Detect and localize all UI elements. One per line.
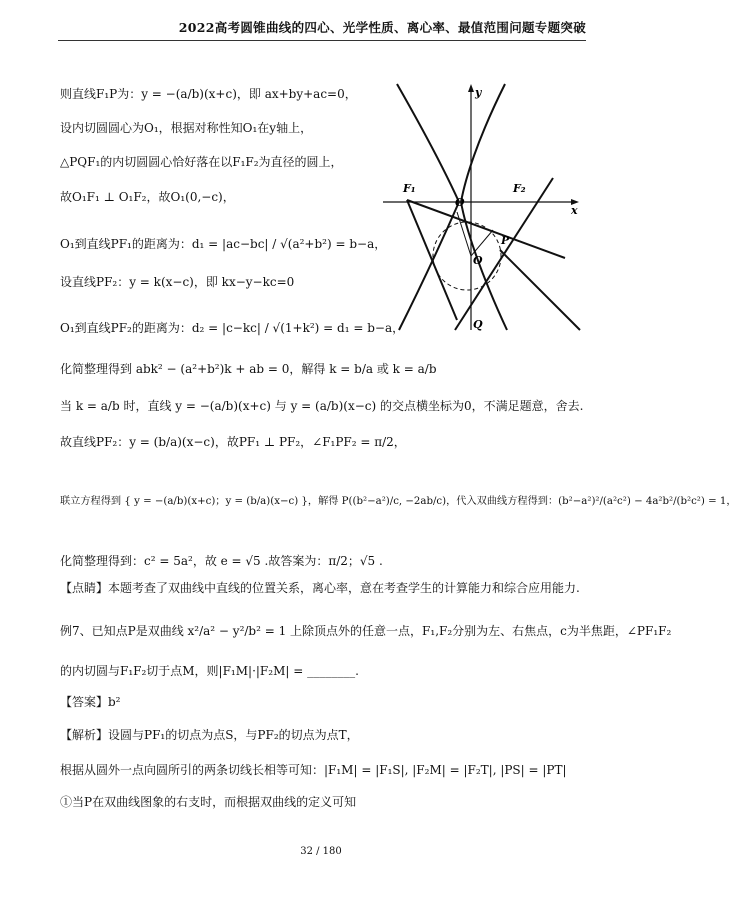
line-f1-p — [407, 200, 565, 258]
text-line: 联立方程得到 { y = −(a/b)(x+c)；y = (b/a)(x−c) }，解得 P((b²−a²)/c, −2ab/c)，代入双曲线方程得到：(b²−a²)²/(a²c²) − 4a²b²/(b²c²) = 1， — [60, 496, 737, 507]
text-line: 化简整理得到：c² = 5a²，故 e = √5 .故答案为：π/2；√5 . — [60, 554, 383, 568]
text-line: △PQF₁的内切圆圆心恰好落在以F₁F₂为直径的圆上， — [60, 155, 343, 169]
hyperbola-right-branch — [461, 84, 507, 330]
text-line: 当 k = a/b 时，直线 y = −(a/b)(x+c) 与 y = (a/b)(x−c) 的交点横坐标为0，不满足题意，舍去. — [60, 399, 584, 413]
header-rule — [58, 40, 586, 41]
label-F2: F₂ — [513, 182, 526, 195]
text-line: 根据从圆外一点向圆所引的两条切线长相等可知：|F₁M| = |F₁S|, |F₂M| = |F₂T|, |PS| = |PT| — [60, 763, 567, 777]
text-line: 则直线F₁P为：y = −(a/b)(x+c)，即 ax+by+ac=0， — [60, 87, 357, 101]
text-line: 化简整理得到 abk² − (a²+b²)k + ab = 0，解得 k = b/a 或 k = a/b — [60, 362, 437, 376]
text-line: 的内切圆与F₁F₂切于点M，则|F₁M|·|F₂M| = ________. — [60, 664, 359, 678]
note-line: 【点睛】本题考查了双曲线中直线的位置关系，离心率，意在考查学生的计算能力和综合应用能力. — [60, 581, 580, 595]
text-line: 设直线PF₂：y = k(x−c)，即 kx−y−kc=0 — [60, 275, 295, 289]
text-line: O₁到直线PF₂的距离为：d₂ = |c−kc| / √(1+k²) = d₁ = b−a， — [60, 321, 405, 335]
label-Q: Q — [473, 318, 483, 331]
label-y: y — [475, 86, 482, 99]
label-F1: F₁ — [403, 182, 416, 195]
label-x: x — [571, 204, 578, 217]
label-P: P — [501, 234, 510, 247]
text-line: 【解析】设圆与PF₁的切点为点S，与PF₂的切点为点T， — [60, 728, 359, 742]
example-line: 例7、已知点P是双曲线 x²/a² − y²/b² = 1 上除顶点外的任意一点，F₁,F₂分别为左、右焦点，c为半焦距，∠PF₁F₂ — [60, 624, 672, 638]
label-O: O — [455, 196, 465, 209]
running-header: 2022高考圆锥曲线的四心、光学性质、离心率、最值范围问题专题突破 — [178, 20, 586, 35]
line-p-extend — [500, 250, 580, 330]
page-number: 32 / 180 — [300, 846, 342, 857]
text-line: ①当P在双曲线图象的右支时，而根据双曲线的定义可知 — [60, 795, 357, 809]
text-line: 设内切圆圆心为O₁，根据对称性知O₁在y轴上， — [60, 121, 313, 135]
label-O1: O — [473, 254, 483, 267]
arrow-y — [468, 84, 474, 92]
text-line: 故O₁F₁ ⊥ O₁F₂，故O₁(0,−c)， — [60, 190, 235, 204]
hyperbola-figure — [375, 80, 585, 410]
answer-line: 【答案】b² — [60, 695, 121, 709]
text-line: 故直线PF₂：y = (b/a)(x−c)，故PF₁ ⊥ PF₂，∠F₁PF₂ = π/2， — [60, 435, 406, 449]
line-f1-q — [407, 200, 457, 320]
text-line: O₁到直线PF₁的距离为：d₁ = |ac−bc| / √(a²+b²) = b−a， — [60, 237, 387, 251]
